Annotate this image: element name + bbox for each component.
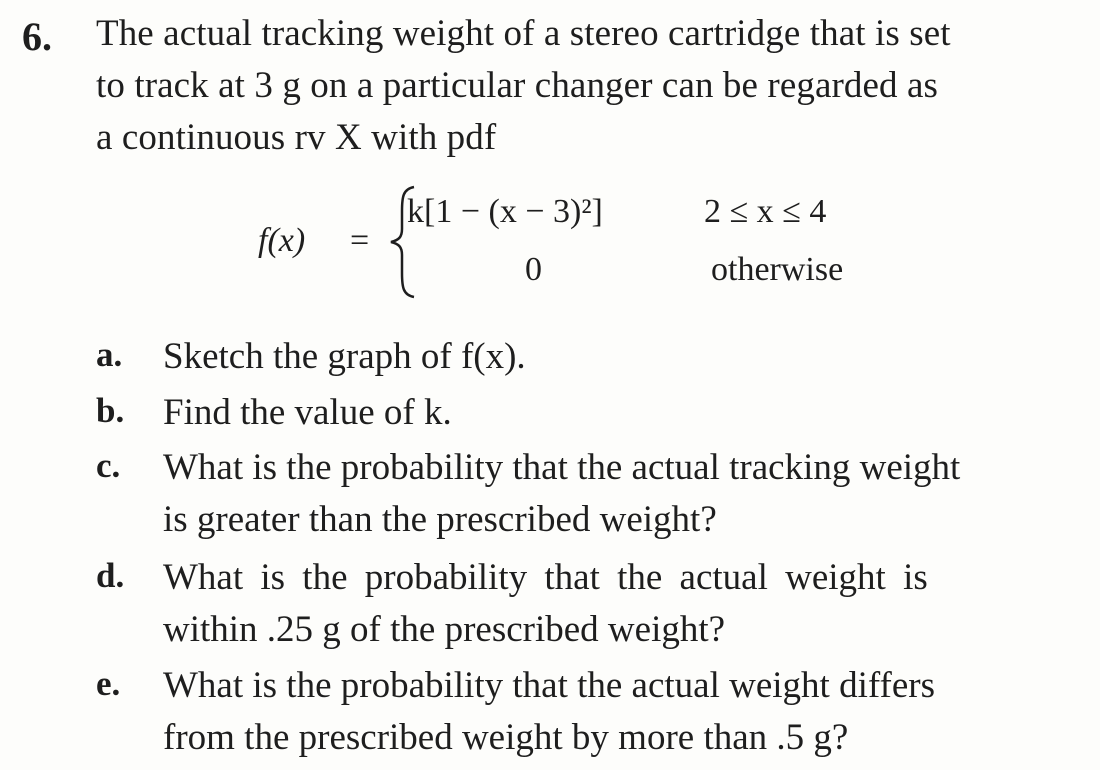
pdf-case2-expression: 0 — [525, 251, 542, 288]
problem-number: 6. — [22, 14, 52, 59]
part-b-text: Find the value of k. — [163, 392, 452, 433]
part-c-label: c. — [96, 446, 121, 485]
pdf-lhs: f(x) — [258, 222, 306, 259]
pdf-case1-condition: 2 ≤ x ≤ 4 — [704, 193, 827, 230]
part-a-text: Sketch the graph of f(x). — [163, 336, 526, 377]
part-d-text-line-1: What is the probability that the actual weight is — [163, 557, 928, 598]
part-d-label: d. — [96, 556, 125, 595]
part-a-label: a. — [96, 335, 123, 374]
problem-stem-line-2: to track at 3 g on a particular changer can be regarded as — [96, 65, 938, 106]
part-e-text-line-2: from the prescribed weight by more than .5 g? — [163, 717, 849, 758]
part-d-text-line-2: within .25 g of the prescribed weight? — [163, 609, 726, 650]
pdf-case1-expression: k[1 − (x − 3)²] — [407, 193, 603, 230]
part-c-text-line-2: is greater than the prescribed weight? — [163, 499, 717, 540]
pdf-case2-condition: otherwise — [711, 251, 844, 288]
problem-stem-line-1: The actual tracking weight of a stereo cartridge that is set — [96, 13, 951, 54]
pdf-equals-sign: = — [350, 222, 370, 259]
part-b-label: b. — [96, 391, 125, 430]
part-e-text-line-1: What is the probability that the actual weight differs — [163, 665, 935, 706]
problem-stem-line-3: a continuous rv X with pdf — [96, 117, 497, 158]
part-c-text-line-1: What is the probability that the actual tracking weight — [163, 447, 961, 488]
part-e-label: e. — [96, 664, 121, 703]
